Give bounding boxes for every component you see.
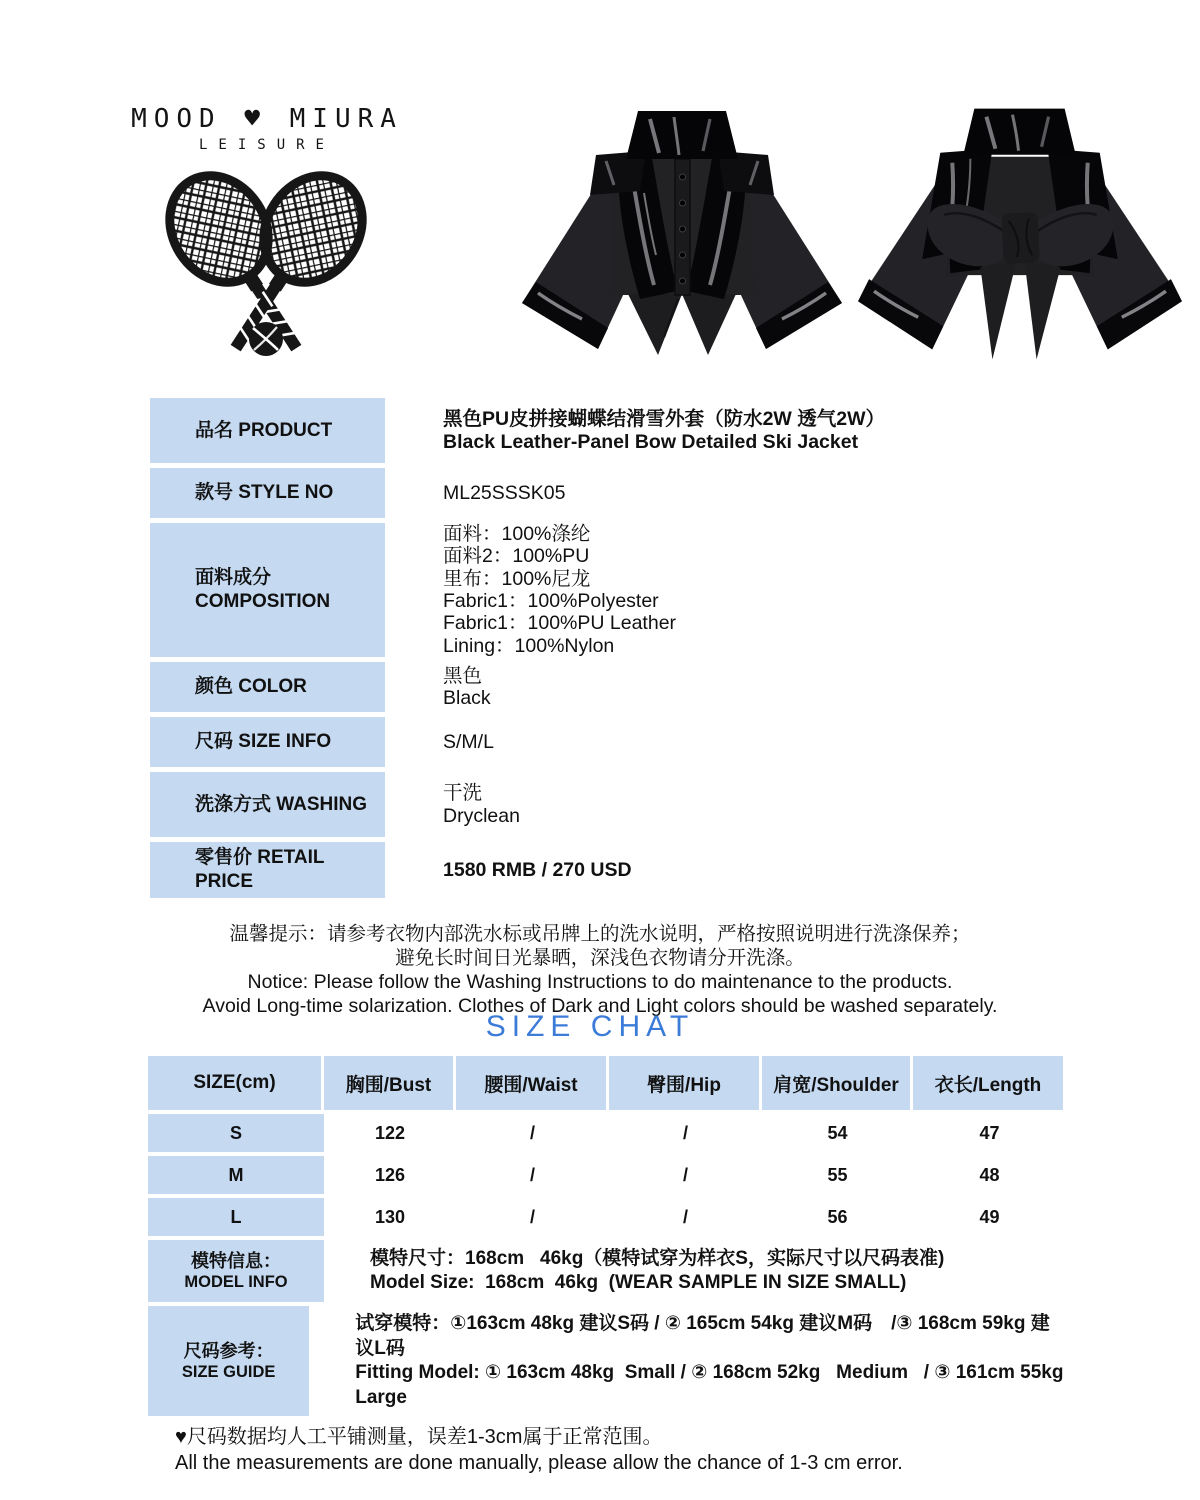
- info-value-composition: 面料：100%涤纶 面料2：100%PU 里布：100%尼龙 Fabric1：100%Polyester Fabric1：100%PU Leather Lining：100%Nylon: [443, 522, 677, 657]
- info-label-size-info: 尺码 SIZE INFO: [150, 717, 385, 767]
- header-waist: 腰围/Waist: [456, 1056, 606, 1110]
- shoulder-cell: 56: [827, 1206, 848, 1227]
- info-row-style-no: [150, 468, 1070, 518]
- info-value-product: 黑色PU皮拼接蝴蝶结滑雪外套（防水2W 透气2W） Black Leather-Panel Bow Detailed Ski Jacket: [443, 408, 886, 453]
- brand-logo: [122, 104, 412, 368]
- notice-line: 避免长时间日光暴晒，深浅色衣物请分开洗涤。: [395, 947, 805, 969]
- product-photo-front: [512, 96, 852, 370]
- size-guide-row: [148, 1306, 1080, 1416]
- bust-cell: 122: [374, 1122, 406, 1143]
- info-row-color: [150, 662, 1070, 712]
- info-label-product: 品名 PRODUCT: [150, 398, 385, 463]
- notice-line: Avoid Long-time solarization. Clothes of Dark and Light colors should be washed separately.: [202, 995, 998, 1017]
- info-value-washing: 干洗 Dryclean: [443, 782, 520, 827]
- tennis-rackets-icon: [122, 157, 412, 368]
- info-row-composition: [150, 523, 1070, 657]
- info-row-product: [150, 398, 1070, 463]
- header-length: 衣长/Length: [913, 1056, 1063, 1110]
- info-value-color: 黑色 Black: [443, 664, 491, 709]
- header-bust: 胸围/Bust: [324, 1056, 453, 1110]
- size-chart-header-row: [148, 1056, 1066, 1110]
- tennis-ball-icon: [249, 322, 283, 356]
- info-label-composition: 面料成分 COMPOSITION: [150, 523, 385, 657]
- footnote-line: ♥尺码数据均人工平铺测量，误差1-3cm属于正常范围。: [175, 1426, 663, 1448]
- bust-cell: 126: [374, 1164, 406, 1185]
- size-cell: S: [148, 1114, 324, 1152]
- info-label-style-no: 款号 STYLE NO: [150, 468, 385, 518]
- brand-subtitle: LEISURE: [198, 137, 335, 153]
- size-chart-title: SIZE CHAT: [485, 1010, 695, 1043]
- info-label-washing: 洗涤方式 WASHING: [150, 772, 385, 837]
- model-info-value: 模特尺寸：168cm 46kg（模特试穿为样衣S，实际尺寸以尺码表准) Model Size: 168cm 46kg (WEAR SAMPLE IN SIZE SMALL): [370, 1247, 945, 1293]
- hip-cell: /: [682, 1122, 688, 1143]
- length-cell: 48: [979, 1164, 1000, 1185]
- product-info-table: [150, 398, 1070, 903]
- info-row-washing: [150, 772, 1070, 837]
- shoulder-cell: 55: [827, 1164, 848, 1185]
- info-value-size-info: S/M/L: [443, 730, 494, 753]
- info-value-style-no: ML25SSSK05: [443, 481, 566, 504]
- info-label-retail-price: 零售价 RETAIL PRICE: [150, 842, 385, 898]
- hip-cell: /: [682, 1206, 688, 1227]
- info-label-color: 颜色 COLOR: [150, 662, 385, 712]
- footnote-line: All the measurements are done manually, please allow the chance of 1-3 cm error.: [175, 1452, 903, 1474]
- bust-cell: 130: [374, 1206, 406, 1227]
- size-guide-value: 试穿模特：①163cm 48kg 建议S码 / ② 165cm 54kg 建议M码 /③ 168cm 59kg 建议L码 Fitting Model: ① 163cm 48kg Small / ② 168cm 52kg Medium / ③ 161cm 55kg Large: [355, 1313, 1080, 1408]
- notice-line: 温馨提示：请参考衣物内部洗水标或吊牌上的洗水说明，严格按照说明进行洗涤保养；: [229, 923, 971, 945]
- model-info-label: 模特信息： MODEL INFO: [148, 1240, 324, 1302]
- length-cell: 47: [979, 1122, 1000, 1143]
- size-cell: M: [148, 1156, 324, 1194]
- product-photo-back: [852, 96, 1188, 370]
- waist-cell: /: [529, 1164, 535, 1185]
- measurement-footnote: [175, 1424, 903, 1476]
- table-row-s: [148, 1114, 1066, 1152]
- size-guide-label: 尺码参考： SIZE GUIDE: [148, 1306, 309, 1416]
- table-row-m: [148, 1156, 1066, 1194]
- length-cell: 49: [979, 1206, 1000, 1227]
- table-row-l: [148, 1198, 1066, 1236]
- model-info-row: [148, 1240, 1066, 1302]
- info-row-size-info: [150, 717, 1070, 767]
- header-shoulder: 肩宽/Shoulder: [762, 1056, 910, 1110]
- waist-cell: /: [529, 1122, 535, 1143]
- shoulder-cell: 54: [827, 1122, 848, 1143]
- notice-line: Notice: Please follow the Washing Instructions to do maintenance to the products.: [247, 971, 953, 993]
- info-row-retail-price: [150, 842, 1070, 898]
- info-value-retail-price: 1580 RMB / 270 USD: [443, 858, 632, 881]
- waist-cell: /: [529, 1206, 535, 1227]
- brand-name: MOOD ♥ MIURA: [131, 104, 403, 134]
- header-hip: 臀围/Hip: [609, 1056, 759, 1110]
- hip-cell: /: [682, 1164, 688, 1185]
- size-chart-table: [148, 1056, 1080, 1420]
- size-cell: L: [148, 1198, 324, 1236]
- washing-notice: [0, 922, 1200, 1018]
- product-photos: [512, 96, 1188, 370]
- header-size: SIZE(cm): [148, 1056, 321, 1110]
